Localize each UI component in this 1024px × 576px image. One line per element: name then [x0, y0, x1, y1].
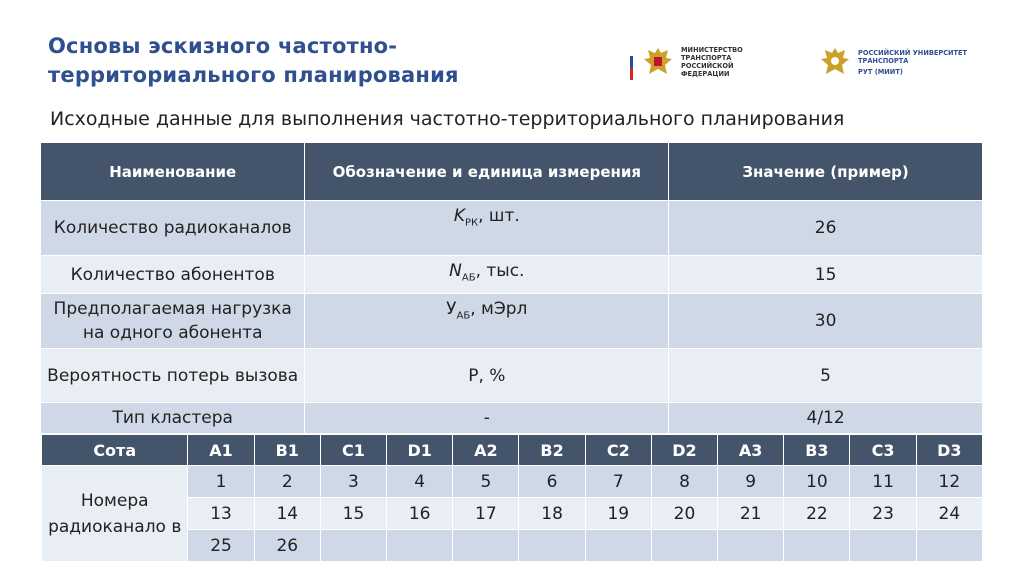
channel-number	[718, 530, 784, 562]
cell-id: A1	[188, 435, 254, 466]
channel-number	[916, 530, 982, 562]
cell-id: C3	[850, 435, 916, 466]
param-name: Вероятность потерь вызова	[41, 349, 305, 403]
param-name: Предполагаемая нагрузка на одного абонента	[41, 294, 305, 349]
cell-id: B3	[784, 435, 850, 466]
table-row	[41, 201, 983, 256]
cells-header-row	[42, 435, 983, 466]
param-name: Тип кластера	[41, 403, 305, 434]
param-symbol: $K_{РК}$, шт.	[305, 201, 669, 256]
channel-number: 5	[453, 466, 519, 498]
param-name: Количество радиоканалов	[41, 201, 305, 256]
cell-id: B2	[519, 435, 585, 466]
param-value: 15	[669, 256, 983, 294]
channel-number	[453, 530, 519, 562]
channel-number: 21	[718, 498, 784, 530]
channel-number	[784, 530, 850, 562]
university-emblem-icon	[818, 44, 852, 80]
channel-number: 3	[320, 466, 386, 498]
param-value: 26	[669, 201, 983, 256]
channel-number: 19	[585, 498, 651, 530]
header-symbol: Обозначение и единица измерения	[305, 143, 669, 201]
channel-number: 11	[850, 466, 916, 498]
params-header-row	[41, 143, 983, 201]
cell-id: D2	[651, 435, 717, 466]
table-row	[41, 294, 983, 349]
channel-number: 22	[784, 498, 850, 530]
cell-id: A3	[718, 435, 784, 466]
cell-id: D3	[916, 435, 982, 466]
channels-row-label: Номера радиоканало в	[42, 466, 188, 562]
channel-number: 7	[585, 466, 651, 498]
header-value: Значение (пример)	[669, 143, 983, 201]
table-row	[42, 466, 983, 498]
table-row	[41, 349, 983, 403]
table-row	[41, 403, 983, 434]
header-name: Наименование	[41, 143, 305, 201]
subtitle: Исходные данные для выполнения частотно-территориального планирования	[50, 108, 845, 130]
channel-number	[651, 530, 717, 562]
channel-number: 4	[387, 466, 453, 498]
channel-number: 26	[254, 530, 320, 562]
channel-number	[320, 530, 386, 562]
cell-id: A2	[453, 435, 519, 466]
channel-number: 14	[254, 498, 320, 530]
ministry-logo	[630, 44, 781, 80]
university-name: РОССИЙСКИЙ УНИВЕРСИТЕТ ТРАНСПОРТА РУТ (МИИТ)	[858, 48, 968, 76]
channel-number	[850, 530, 916, 562]
cell-id: C2	[585, 435, 651, 466]
flag-stripe	[630, 44, 633, 80]
param-symbol: $N_{АБ}$, тыс.	[305, 256, 669, 294]
channel-number: 1	[188, 466, 254, 498]
param-symbol: $У_{АБ}$, мЭрл	[305, 294, 669, 349]
channel-number: 10	[784, 466, 850, 498]
cell-id: B1	[254, 435, 320, 466]
cell-id: C1	[320, 435, 386, 466]
params-table	[41, 143, 983, 433]
channel-number: 16	[387, 498, 453, 530]
channel-number: 12	[916, 466, 982, 498]
channel-number: 18	[519, 498, 585, 530]
cells-table	[41, 434, 983, 562]
param-name: Количество абонентов	[41, 256, 305, 294]
channel-number	[585, 530, 651, 562]
cell-header-label: Сота	[42, 435, 188, 466]
channel-number: 13	[188, 498, 254, 530]
param-value: 30	[669, 294, 983, 349]
channel-number: 9	[718, 466, 784, 498]
logos	[630, 44, 990, 84]
page-title: Основы эскизного частотно-территориального планирования	[48, 34, 459, 87]
cell-id: D1	[387, 435, 453, 466]
param-value: 5	[669, 349, 983, 403]
channel-number	[387, 530, 453, 562]
channel-number: 25	[188, 530, 254, 562]
channel-number: 2	[254, 466, 320, 498]
channel-number: 23	[850, 498, 916, 530]
channel-number: 8	[651, 466, 717, 498]
ministry-name: МИНИСТЕРСТВО ТРАНСПОРТА РОССИЙСКОЙ ФЕДЕРАЦИИ	[681, 46, 743, 78]
channel-number: 6	[519, 466, 585, 498]
channel-number: 15	[320, 498, 386, 530]
param-symbol: -	[305, 403, 669, 434]
channel-number: 20	[651, 498, 717, 530]
table-row	[41, 256, 983, 294]
coat-of-arms-icon	[641, 44, 675, 80]
channel-number: 17	[453, 498, 519, 530]
channel-number	[519, 530, 585, 562]
university-logo	[818, 44, 988, 80]
param-value: 4/12	[669, 403, 983, 434]
param-symbol: P, %	[305, 349, 669, 403]
channel-number: 24	[916, 498, 982, 530]
